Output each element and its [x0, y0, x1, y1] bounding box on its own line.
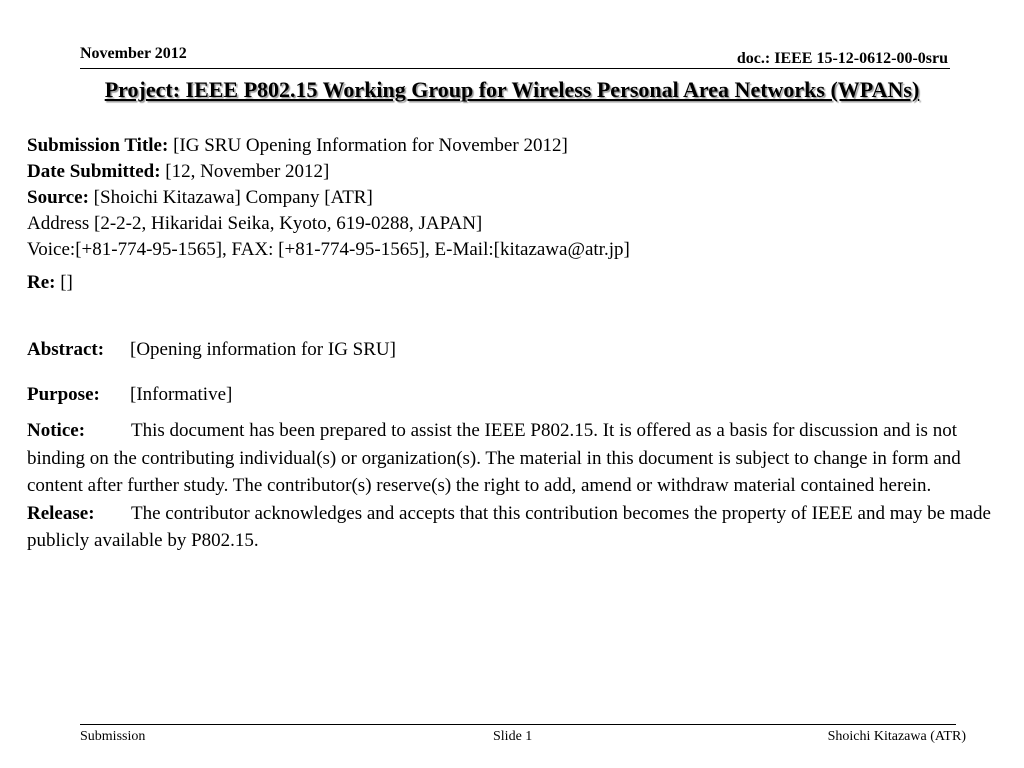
purpose-label: Purpose: [27, 384, 100, 405]
notice-text: This document has been prepared to assist the IEEE P802.15. It is offered as a basis for discussion and is not binding on the contributing individual(s) or organization(s). The material in this document is subject to change in form and content after further study. The contributor(s) reserve(s) the right to add, amend or withdraw material contained herein. [27, 420, 961, 496]
contact-line: Voice:[+81-774-95-1565], FAX: [+81-774-95-1565], E-Mail:[kitazawa@atr.jp] [27, 239, 630, 260]
abstract-line [27, 337, 1017, 363]
notice-label: Notice: [27, 420, 86, 441]
address-line: Address [2-2-2, Hikaridai Seika, Kyoto, 619-0288, JAPAN] [27, 213, 483, 234]
header-divider [80, 68, 950, 69]
source-line [27, 185, 1017, 211]
footer-author: Shoichi Kitazawa (ATR) [827, 729, 966, 744]
submission-title-label: Submission Title: [27, 135, 169, 156]
abstract-label: Abstract: [27, 339, 105, 360]
header-date: November 2012 [80, 45, 187, 62]
purpose-line [27, 382, 1017, 408]
abstract-value: [Opening information for IG SRU] [130, 339, 396, 360]
re-label: Re: [27, 272, 56, 293]
submission-title-value: [IG SRU Opening Information for November 2012] [168, 135, 568, 156]
submission-title-line [27, 133, 1017, 159]
release-label: Release: [27, 502, 95, 524]
footer-divider [80, 724, 956, 725]
release-text: The contributor acknowledges and accepts that this contribution becomes the property of IEEE and may be made publicly available by P802.15. [27, 502, 991, 551]
source-value: [Shoichi Kitazawa] Company [ATR] [88, 187, 373, 208]
header-doc-id: doc.: IEEE 15-12-0612-00-0sru [736, 50, 948, 67]
date-submitted-line [27, 159, 1017, 185]
re-line [27, 270, 1017, 296]
re-value: [] [55, 272, 73, 293]
submission-body [27, 133, 1017, 555]
date-submitted-value: [12, November 2012] [160, 161, 330, 182]
footer-slide-number: Slide 1 [493, 729, 533, 744]
source-label: Source: [27, 187, 89, 208]
footer-submission: Submission [80, 729, 146, 744]
purpose-value: [Informative] [130, 384, 233, 405]
project-title: Project: IEEE P802.15 Working Group for Wireless Personal Area Networks (WPANs) [104, 77, 920, 102]
date-submitted-label: Date Submitted: [27, 161, 161, 182]
notice-paragraph [27, 417, 1017, 555]
